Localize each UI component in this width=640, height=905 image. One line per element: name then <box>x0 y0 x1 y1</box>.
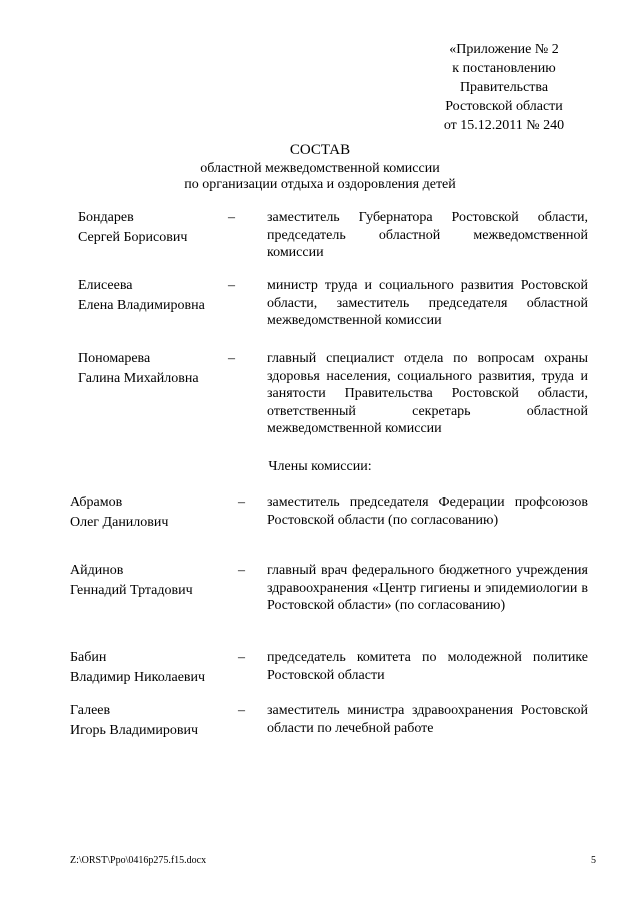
person-given-name: Олег Данилович <box>70 515 169 530</box>
person-given-name: Владимир Николаевич <box>70 670 206 685</box>
person-surname: Абрамов <box>70 495 123 510</box>
person-given-name: Сергей Борисович <box>78 230 188 245</box>
dash: – <box>228 278 235 293</box>
appendix-line: Правительства <box>459 80 549 95</box>
person-given-name: Геннадий Тртадович <box>70 583 193 598</box>
person-role: главный врач федерального бюджетного учреждения здравоохранения «Центр гигиены и эпидемиологии в Ростовской области» (по согласованию) <box>267 563 588 613</box>
footer-file-path: Z:\ORST\Ppo\0416p275.f15.docx <box>70 855 207 866</box>
dash: – <box>228 210 235 225</box>
person-role: заместитель Губернатора Ростовской области, председатель областной межведомственной комиссии <box>267 210 588 260</box>
person-given-name: Елена Владимировна <box>78 298 205 313</box>
title-line: областной межведомственной комиссии <box>200 161 440 176</box>
members-header: Члены комиссии: <box>268 459 372 474</box>
person-surname: Галеев <box>70 703 111 718</box>
title-line: по организации отдыха и оздоровления детей <box>184 177 456 192</box>
person-surname: Елисеева <box>78 278 133 293</box>
person-name <box>70 648 205 688</box>
person-role: главный специалист отдела по вопросам охраны здоровья населения, социального развития, труда и занятости Правительства Ростовской области, ответственный секретарь областной межведомственной комиссии <box>267 351 588 436</box>
dash: – <box>238 703 245 718</box>
dash: – <box>238 495 245 510</box>
person-surname: Айдинов <box>70 563 124 578</box>
person-role: министр труда и социального развития Ростовской области, заместитель председателя областной межведомственной комиссии <box>267 278 588 328</box>
dash: – <box>238 563 245 578</box>
person-name <box>78 349 199 389</box>
person-given-name: Игорь Владимирович <box>70 723 199 738</box>
person-surname: Пономарева <box>78 351 151 366</box>
page-number: 5 <box>591 855 596 866</box>
person-role: заместитель председателя Федерации профсоюзов Ростовской области (по согласованию) <box>267 495 588 528</box>
document-title <box>0 142 640 193</box>
appendix-line: «Приложение № 2 <box>449 42 559 57</box>
dash: – <box>228 351 235 366</box>
person-name <box>70 493 168 533</box>
title-heading: СОСТАВ <box>289 142 351 158</box>
person-role: председатель комитета по молодежной политике Ростовской области <box>267 650 588 683</box>
person-name <box>70 561 193 601</box>
person-surname: Бабин <box>70 650 107 665</box>
appendix-line: к постановлению <box>452 61 556 76</box>
person-name <box>70 701 198 741</box>
appendix-line: Ростовской области <box>445 99 563 114</box>
dash: – <box>238 650 245 665</box>
person-given-name: Галина Михайловна <box>78 371 199 386</box>
person-role: заместитель министра здравоохранения Ростовской области по лечебной работе <box>267 703 588 736</box>
appendix-block <box>420 40 588 135</box>
appendix-line: от 15.12.2011 № 240 <box>443 118 565 133</box>
person-name <box>78 208 187 248</box>
person-surname: Бондарев <box>78 210 134 225</box>
person-name <box>78 276 205 316</box>
